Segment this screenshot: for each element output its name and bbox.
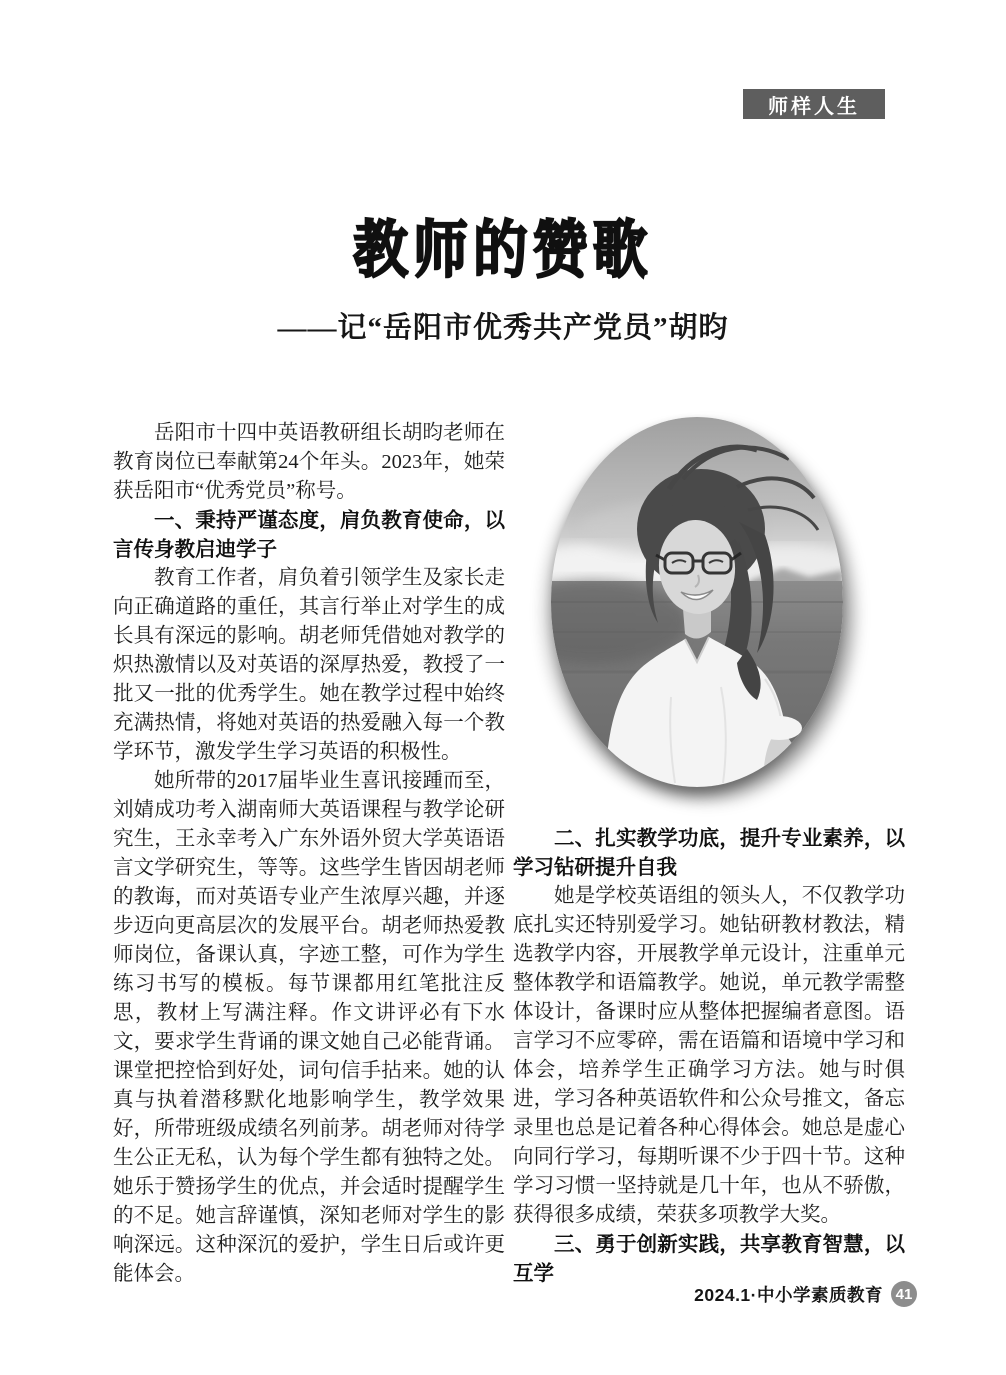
- section-heading: 三、勇于创新实践，共享教育智慧，以互学: [513, 1233, 905, 1285]
- body-paragraph: 她是学校英语组的领头人，不仅教学功底扎实还特别爱学习。她钻研教材教法，精选教学内容，开展教学单元设计，注重单元整体教学和语篇教学。她说，单元教学需整体设计，备课时应从整体把握编者意图。语言学习不应零碎，需在语篇和语境中学习和体会，培养学生正确学习方法。她与时俱进，学习各种英语软件和公众号推文，备忘录里也总是记着各种心得体会。她总是虚心向同行学习，每期听课不少于四十节。这种学习习惯一坚持就是几十年，也从不骄傲，获得很多成绩，荣获多项教学大奖。: [513, 885, 905, 1226]
- section-heading: 二、扎实教学功底，提升专业素养，以学习钻研提升自我: [513, 827, 905, 879]
- article-title-text: 教师的赞歌: [353, 213, 653, 286]
- portrait-photo: [551, 417, 843, 787]
- section-badge-label: 师样人生: [768, 95, 860, 118]
- right-column: [513, 824, 905, 1288]
- section-heading: 一、秉持严谨态度，肩负教育使命，以言传身教启迪学子: [113, 509, 505, 561]
- page-number-badge: 41: [891, 1281, 917, 1307]
- article-title: [0, 213, 1006, 287]
- left-column: [113, 419, 505, 1289]
- portrait-photo-graphic: [551, 417, 843, 787]
- article-subtitle: ——记“岳阳市优秀共产党员”胡昀: [277, 312, 729, 344]
- journal-issue: 2024.1·中小学素质教育: [694, 1284, 883, 1305]
- section-badge: [743, 89, 885, 119]
- body-paragraph: 岳阳市十四中英语教研组长胡昀老师在教育岗位已奉献第24个年头。2023年，她荣获岳阳市“优秀党员”称号。: [113, 422, 505, 502]
- body-paragraph: 她所带的2017届毕业生喜讯接踵而至，刘婧成功考入湖南师大英语课程与教学论研究生，王永幸考入广东外语外贸大学英语语言文学研究生，等等。这些学生皆因胡老师的教诲，而对英语专业产生浓厚兴趣，并逐步迈向更高层次的发展平台。胡老师热爱教师岗位，备课认真，字迹工整，可作为学生练习书写的模板。每节课都用红笔批注反思，教材上写满注释。作文讲评必有下水文，要求学生背诵的课文她自己必能背诵。课堂把控恰到好处，词句信手拈来。她的认真与执着潜移默化地影响学生，教学效果好，所带班级成绩名列前茅。胡老师对待学生公正无私，认为每个学生都有独特之处。她乐于赞扬学生的优点，并会适时提醒学生的不足。她言辞谨慎，深知老师对学生的影响深远。这种深沉的爱护，学生日后或许更能体会。: [113, 770, 505, 1285]
- body-paragraph: 教育工作者，肩负着引领学生及家长走向正确道路的重任，其言行举止对学生的成长具有深远的影响。胡老师凭借她对教学的炽热激情以及对英语的深厚热爱，教授了一批又一批的优秀学生。她在教学过程中始终充满热情，将她对英语的热爱融入每一个教学环节，激发学生学习英语的积极性。: [113, 567, 505, 763]
- page-footer: [694, 1279, 917, 1309]
